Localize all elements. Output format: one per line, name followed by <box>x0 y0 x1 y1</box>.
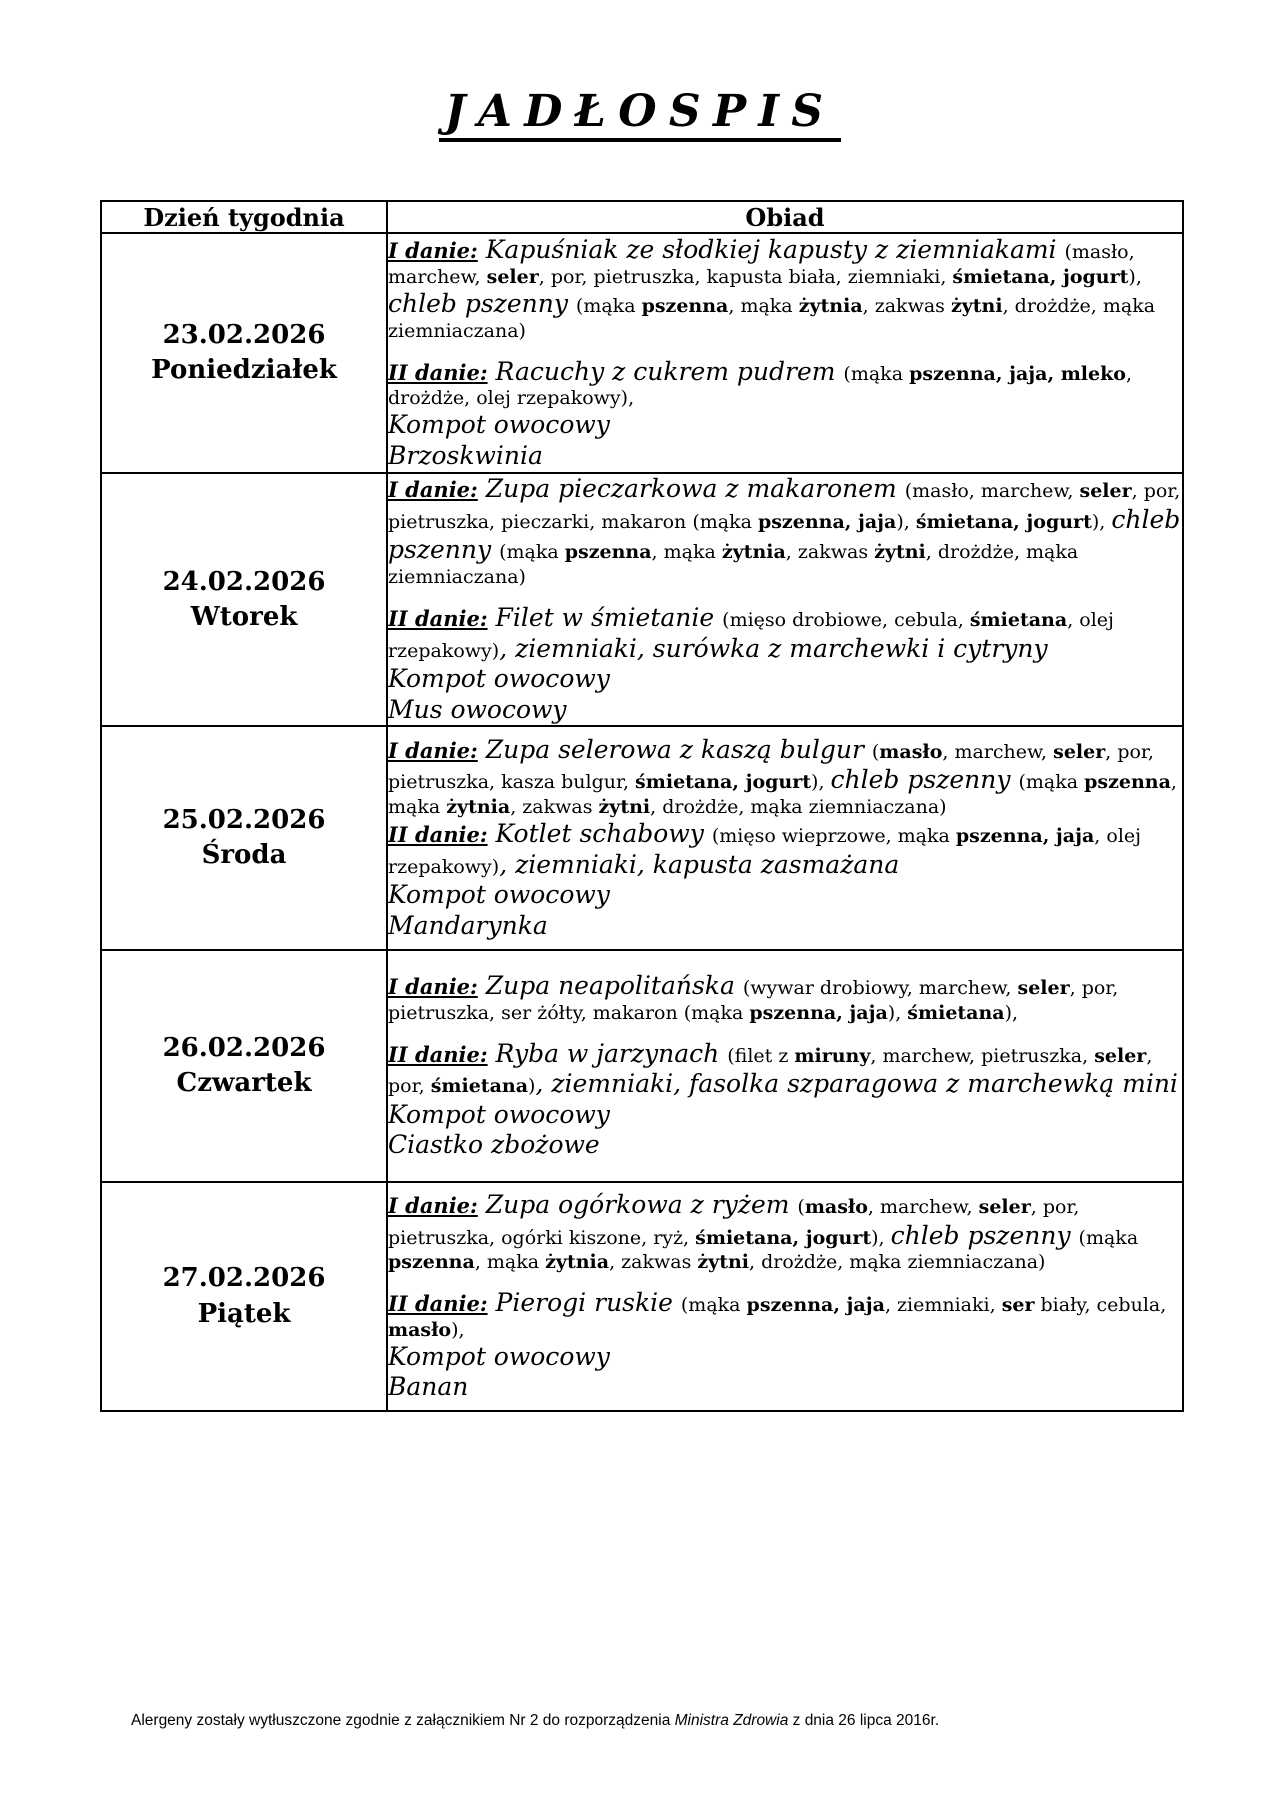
dish-name: Racuchy z cukrem pudrem <box>487 356 844 386</box>
ingredients-text: (mięso drobiowe, cebula, <box>722 609 970 632</box>
dish-name: Mandarynka <box>388 910 548 940</box>
dish-name: Filet w śmietanie <box>487 603 723 633</box>
menu-paragraph <box>388 911 1182 942</box>
allergen-text: żytni <box>697 1251 750 1274</box>
footnote-italic-text: Ministra Zdrowia <box>674 1712 789 1729</box>
dish-name: , ziemniaki, kapusta zasmażana <box>499 849 900 879</box>
course-label: I danie: <box>388 737 478 763</box>
dish-name: Kotlet schabowy <box>487 819 712 849</box>
allergen-text: ser <box>1001 1294 1035 1317</box>
weekday-label: Czwartek <box>176 1068 312 1099</box>
menu-paragraph <box>388 1039 1182 1100</box>
allergen-text: śmietana <box>907 1001 1005 1024</box>
allergen-text: pszenna, jaja, mleko <box>909 362 1126 385</box>
menu-paragraph <box>388 410 1182 441</box>
ingredients-text: , por, pietruszka, ser żółty, makaron (mąka <box>388 977 1119 1024</box>
dish-name: chleb pszenny <box>890 1220 1079 1250</box>
dish-name: Kompot owocowy <box>388 1099 610 1129</box>
allergen-text: śmietana, jogurt <box>695 1226 872 1249</box>
course-label: II danie: <box>388 359 488 385</box>
menu-paragraph <box>388 1190 1182 1274</box>
allergen-text: pszenna, jaja <box>955 825 1095 848</box>
dish-name: Zupa ogórkowa z ryżem <box>477 1190 798 1220</box>
ingredients-text: ), <box>871 1226 891 1249</box>
ingredients-text: , drożdże, mąka ziemniaczana) <box>650 795 947 818</box>
allergen-text: żytni <box>598 795 651 818</box>
allergen-text: żytnia <box>721 541 786 564</box>
day-cell <box>101 950 387 1182</box>
ingredients-text: , mąka <box>388 771 1177 818</box>
ingredients-text: ), <box>451 1318 465 1341</box>
ingredients-text: ), <box>811 771 831 794</box>
allergen-text: seler <box>1053 740 1106 763</box>
dish-name: Zupa neapolitańska <box>477 971 743 1001</box>
allergen-text: śmietana <box>430 1075 529 1098</box>
ingredients-text: (mięso wieprzowe, mąka <box>711 825 956 848</box>
menu-paragraph <box>388 357 1182 411</box>
ingredients-text: , drożdże, mąka ziemniaczana) <box>749 1251 1046 1274</box>
ingredients-text: , marchew, <box>867 1196 979 1219</box>
title-area <box>0 0 1280 142</box>
dish-name: Mus owocowy <box>388 694 567 724</box>
course-label: I danie: <box>388 1193 478 1219</box>
ingredients-text: (wywar drobiowy, marchew, <box>742 977 1018 1000</box>
dish-name: Kompot owocowy <box>388 664 610 694</box>
table-row <box>101 1182 1183 1411</box>
ingredients-text: , zakwas <box>609 1251 698 1274</box>
meal-cell <box>387 726 1183 950</box>
allergen-text: żytnia <box>545 1251 610 1274</box>
ingredients-text: , zakwas <box>510 795 599 818</box>
course-label: I danie: <box>388 238 478 264</box>
ingredients-text: , ziemniaki, <box>884 1294 1002 1317</box>
allergen-text: żytni <box>950 295 1003 318</box>
day-cell <box>101 726 387 950</box>
ingredients-text: , drożdże, mąka ziemniaczana) <box>388 541 1079 588</box>
menu-paragraph <box>388 235 1182 342</box>
menu-paragraph <box>388 1288 1182 1342</box>
allergen-text: masło <box>388 1318 452 1341</box>
menu-paragraph <box>388 441 1182 472</box>
menu-paragraph <box>388 474 1182 589</box>
dish-name: chleb pszenny <box>830 765 1019 795</box>
weekday-label: Piątek <box>197 1298 291 1329</box>
ingredients-text: , zakwas <box>862 295 951 318</box>
ingredients-text: (mąka <box>843 362 910 385</box>
menu-table <box>100 200 1184 1412</box>
allergen-text: masło <box>879 740 943 763</box>
weekday-label: Wtorek <box>190 601 298 632</box>
dish-name: , ziemniaki, surówka z marchewki i cytryny <box>499 633 1048 663</box>
table-row <box>101 950 1183 1182</box>
ingredients-text: ( <box>797 1196 805 1219</box>
ingredients-text: ) <box>528 1075 536 1098</box>
allergen-text: pszenna, jaja <box>749 1001 888 1024</box>
page-title: JADŁOSPIS <box>439 88 842 142</box>
dish-name: chleb pszenny <box>388 504 1181 565</box>
dish-name: Banan <box>388 1372 469 1402</box>
meal-cell <box>387 950 1183 1182</box>
allergen-text: miruny <box>794 1044 871 1067</box>
ingredients-text: (masło, marchew, <box>904 480 1080 503</box>
ingredients-text: , por, <box>388 1044 1153 1098</box>
ingredients-text: (mąka <box>1078 1226 1139 1249</box>
ingredients-text: (filet z <box>727 1044 795 1067</box>
ingredients-text: ), <box>1004 1001 1019 1024</box>
ingredients-text: , olej rzepakowy) <box>388 609 1114 662</box>
allergen-text: śmietana, jogurt <box>635 771 812 794</box>
dish-name: Zupa pieczarkowa z makaronem <box>477 474 905 504</box>
date-label: 23.02.2026 <box>162 320 326 351</box>
date-label: 27.02.2026 <box>162 1263 326 1294</box>
dish-name: Zupa selerowa z kaszą bulgur <box>477 734 872 764</box>
allergen-text: pszenna <box>564 541 652 564</box>
ingredients-text: ), <box>1091 510 1112 533</box>
dish-name: , ziemniaki, fasolka szparagowa z marchewką mini <box>535 1069 1178 1099</box>
day-cell <box>101 233 387 473</box>
table-row <box>101 473 1183 726</box>
date-label: 24.02.2026 <box>162 566 326 597</box>
ingredients-text: ( <box>871 740 880 763</box>
course-label: I danie: <box>388 477 478 503</box>
day-cell <box>101 473 387 726</box>
table-row <box>101 233 1183 473</box>
menu-paragraph <box>388 1372 1182 1403</box>
allergen-text: seler <box>486 265 539 288</box>
day-cell <box>101 1182 387 1411</box>
meal-cell <box>387 233 1183 473</box>
weekday-label: Środa <box>201 840 287 871</box>
menu-paragraph <box>388 819 1182 880</box>
meal-cell <box>387 1182 1183 1411</box>
allergen-text: pszenna <box>388 1251 475 1274</box>
date-label: 25.02.2026 <box>162 804 326 835</box>
dish-name: chleb pszenny <box>388 289 576 319</box>
ingredients-text: , zakwas <box>785 541 875 564</box>
course-label: II danie: <box>388 822 488 848</box>
ingredients-text: , drożdże, mąka ziemniaczana) <box>388 295 1156 342</box>
allergen-text: pszenna <box>1084 771 1171 794</box>
date-label: 26.02.2026 <box>162 1032 326 1063</box>
ingredients-text: , por, pietruszka, kasza bulgur, <box>388 740 1154 794</box>
course-label: II danie: <box>388 1291 488 1317</box>
dish-name: Ciastko zbożowe <box>388 1130 600 1160</box>
ingredients-text: , marchew, <box>942 740 1054 763</box>
ingredients-text: , mąka <box>728 295 799 318</box>
ingredients-text: , olej rzepakowy) <box>388 825 1142 878</box>
ingredients-text: , por, pietruszka, kapusta biała, ziemniaki, <box>538 265 953 288</box>
dish-name: Kompot owocowy <box>388 410 610 440</box>
allergen-footnote <box>131 1712 939 1730</box>
header-meal-column: Obiad <box>387 201 1183 233</box>
ingredients-text: , drożdże, olej rzepakowy), <box>388 362 1132 410</box>
menu-paragraph <box>388 603 1182 664</box>
meal-cell <box>387 473 1183 726</box>
menu-paragraph <box>388 1130 1182 1161</box>
allergen-text: seler <box>1079 480 1132 503</box>
menu-paragraph <box>388 880 1182 911</box>
ingredients-text: (mąka <box>1018 771 1085 794</box>
allergen-text: śmietana, jogurt <box>952 265 1129 288</box>
allergen-text: masło <box>804 1196 868 1219</box>
header-day-column: Dzień tygodnia <box>101 201 387 233</box>
menu-paragraph <box>388 664 1182 695</box>
allergen-text: żytnia <box>798 295 863 318</box>
ingredients-text: (mąka <box>575 295 642 318</box>
footnote-text: z dnia 26 lipca 2016r. <box>788 1712 940 1729</box>
ingredients-text: , por, pietruszka, pieczarki, makaron (mąka <box>388 480 1181 533</box>
ingredients-text: (masło, marchew, <box>388 241 1135 288</box>
menu-paragraph <box>388 971 1182 1025</box>
menu-paragraph <box>388 1342 1182 1373</box>
allergen-text: śmietana, jogurt <box>915 510 1092 533</box>
ingredients-text: , por, pietruszka, ogórki kiszone, ryż, <box>388 1196 1080 1249</box>
table-row <box>101 726 1183 950</box>
allergen-text: pszenna, jaja <box>746 1294 885 1317</box>
allergen-text: seler <box>978 1196 1031 1219</box>
menu-paragraph <box>388 735 1182 819</box>
footnote-text: Alergeny zostały wytłuszczone zgodnie z załącznikiem Nr 2 do rozporządzenia <box>131 1712 675 1729</box>
allergen-text: pszenna <box>641 295 729 318</box>
course-label: II danie: <box>388 606 488 632</box>
ingredients-text: ), <box>1128 265 1142 288</box>
ingredients-text: (mąka <box>499 541 565 564</box>
dish-name: Brzoskwinia <box>388 440 543 470</box>
ingredients-text: , marchew, pietruszka, <box>870 1044 1095 1067</box>
ingredients-text: , mąka <box>474 1251 546 1274</box>
allergen-text: seler <box>1094 1044 1147 1067</box>
course-label: I danie: <box>388 974 478 1000</box>
ingredients-text: biały, cebula, <box>1034 1294 1167 1317</box>
menu-paragraph <box>388 695 1182 726</box>
ingredients-text: ), <box>887 1001 908 1024</box>
dish-name: Ryba w jarzynach <box>487 1038 728 1068</box>
dish-name: Kapuśniak ze słodkiej kapusty z ziemniakami <box>477 235 1065 265</box>
menu-paragraph <box>388 1100 1182 1131</box>
header-row <box>101 201 1183 233</box>
allergen-text: żytnia <box>446 795 511 818</box>
allergen-text: seler <box>1017 977 1070 1000</box>
ingredients-text: ), <box>896 510 916 533</box>
allergen-text: żytni <box>874 541 926 564</box>
dish-name: Kompot owocowy <box>388 1341 610 1371</box>
course-label: II danie: <box>388 1041 488 1067</box>
allergen-text: pszenna, jaja <box>757 510 897 533</box>
ingredients-text: (mąka <box>680 1294 747 1317</box>
weekday-label: Poniedziałek <box>151 355 337 386</box>
ingredients-text: , mąka <box>651 541 722 564</box>
dish-name: Kompot owocowy <box>388 880 610 910</box>
dish-name: Pierogi ruskie <box>487 1288 681 1318</box>
allergen-text: śmietana <box>969 609 1068 632</box>
